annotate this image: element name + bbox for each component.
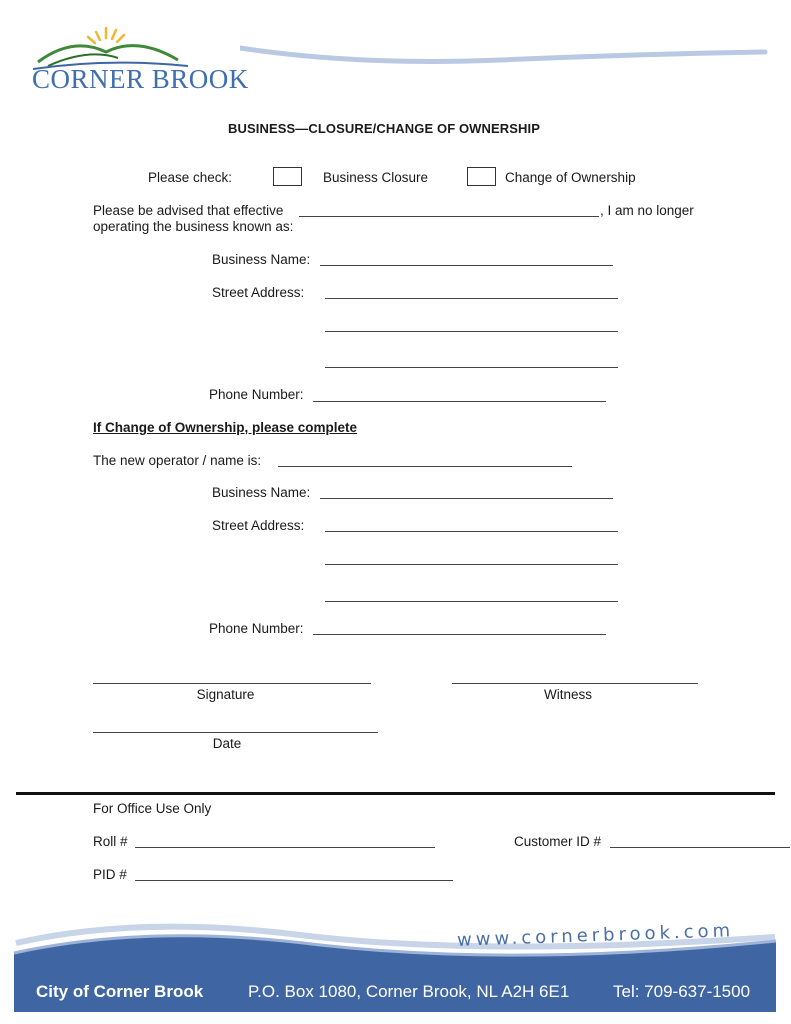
date-label: Date: [212, 736, 242, 751]
date-field[interactable]: [93, 732, 378, 733]
new-street-address-field-2[interactable]: [325, 564, 618, 565]
logo-text: CORNER BROOK: [32, 64, 249, 94]
new-street-address-field-1[interactable]: [325, 531, 618, 532]
office-divider: [16, 792, 775, 795]
street-address-label: Street Address:: [212, 285, 305, 300]
street-address-field-1[interactable]: [325, 298, 618, 299]
business-closure-label: Business Closure: [323, 170, 429, 185]
new-street-address-label: Street Address:: [212, 518, 305, 533]
new-operator-label: The new operator / name is:: [93, 453, 262, 468]
phone-number-field[interactable]: [313, 401, 606, 402]
new-business-name-label: Business Name:: [212, 485, 311, 500]
new-street-address-field-3[interactable]: [325, 601, 618, 602]
change-ownership-heading: If Change of Ownership, please complete: [93, 420, 358, 435]
business-name-label: Business Name:: [212, 252, 311, 267]
street-address-field-3[interactable]: [325, 367, 618, 368]
new-phone-number-field[interactable]: [313, 634, 606, 635]
change-ownership-label: Change of Ownership: [505, 170, 636, 185]
pid-field[interactable]: [135, 880, 453, 881]
pid-label: PID #: [93, 867, 127, 882]
new-operator-field[interactable]: [278, 466, 572, 467]
customer-id-field[interactable]: [610, 847, 790, 848]
intro-line2: operating the business known as:: [93, 219, 294, 234]
signature-label: Signature: [196, 687, 255, 702]
business-name-field[interactable]: [320, 265, 613, 266]
new-phone-number-label: Phone Number:: [209, 621, 304, 636]
roll-field[interactable]: [135, 847, 435, 848]
signature-field[interactable]: [93, 683, 371, 684]
check-label: Please check:: [148, 170, 233, 185]
change-ownership-checkbox[interactable]: [467, 167, 496, 186]
business-closure-checkbox[interactable]: [273, 167, 302, 186]
footer-tel: Tel: 709-637-1500: [613, 982, 751, 1001]
phone-number-label: Phone Number:: [209, 387, 304, 402]
header-swoosh: [240, 40, 770, 70]
page-title: BUSINESS—CLOSURE/CHANGE OF OWNERSHIP: [228, 121, 541, 136]
effective-date-field[interactable]: [299, 216, 599, 217]
footer-website[interactable]: www.cornerbrook.com: [456, 920, 735, 951]
witness-label: Witness: [543, 687, 592, 702]
customer-id-label: Customer ID #: [514, 834, 602, 849]
intro-line1-start: Please be advised that effective: [93, 203, 284, 218]
logo: [28, 22, 258, 97]
intro-line1-end: , I am no longer: [600, 203, 694, 218]
office-use-heading: For Office Use Only: [93, 801, 212, 816]
roll-label: Roll #: [93, 834, 128, 849]
footer-city: City of Corner Brook: [36, 982, 204, 1001]
street-address-field-2[interactable]: [325, 331, 618, 332]
new-business-name-field[interactable]: [320, 498, 613, 499]
footer-address: P.O. Box 1080, Corner Brook, NL A2H 6E1: [248, 982, 570, 1001]
witness-field[interactable]: [452, 683, 698, 684]
